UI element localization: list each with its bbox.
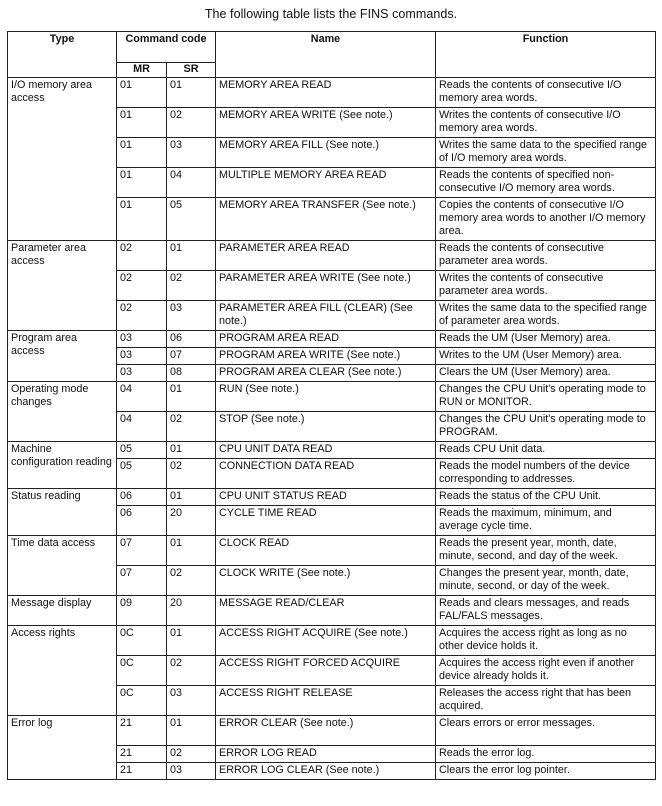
- cell-name: MESSAGE READ/CLEAR: [216, 596, 436, 626]
- header-mr: MR: [117, 63, 167, 78]
- cell-type: Program area access: [8, 331, 117, 382]
- cell-type: Machine configuration reading: [8, 442, 117, 489]
- cell-name: PARAMETER AREA WRITE (See note.): [216, 271, 436, 301]
- cell-name: PARAMETER AREA FILL (CLEAR) (See note.): [216, 301, 436, 331]
- cell-function: Clears errors or error messages.: [436, 716, 656, 746]
- cell-mr: 21: [117, 763, 167, 780]
- cell-type: Parameter area access: [8, 241, 117, 331]
- table-row: [8, 78, 656, 108]
- cell-function: Writes to the UM (User Memory) area.: [436, 348, 656, 365]
- cell-sr: 01: [167, 442, 216, 459]
- table-row: [8, 716, 656, 746]
- cell-function: Reads the maximum, minimum, and average cycle time.: [436, 506, 656, 536]
- cell-mr: 01: [117, 168, 167, 198]
- cell-name: PROGRAM AREA READ: [216, 331, 436, 348]
- cell-mr: 02: [117, 241, 167, 271]
- cell-mr: 05: [117, 442, 167, 459]
- table-row: [8, 596, 656, 626]
- cell-function: Reads the present year, month, date, minute, second, and day of the week.: [436, 536, 656, 566]
- cell-name: CONNECTION DATA READ: [216, 459, 436, 489]
- cell-sr: 01: [167, 489, 216, 506]
- cell-function: Reads the UM (User Memory) area.: [436, 331, 656, 348]
- cell-type: Time data access: [8, 536, 117, 596]
- cell-mr: 02: [117, 301, 167, 331]
- cell-function: Reads the error log.: [436, 746, 656, 763]
- cell-mr: 21: [117, 746, 167, 763]
- cell-type: I/O memory area access: [8, 78, 117, 241]
- table-row: [8, 442, 656, 459]
- cell-mr: 06: [117, 506, 167, 536]
- cell-function: Reads the contents of consecutive I/O memory area words.: [436, 78, 656, 108]
- cell-function: Releases the access right that has been acquired.: [436, 686, 656, 716]
- cell-function: Acquires the access right as long as no other device holds it.: [436, 626, 656, 656]
- cell-mr: 03: [117, 365, 167, 382]
- cell-name: ERROR CLEAR (See note.): [216, 716, 436, 746]
- cell-sr: 02: [167, 656, 216, 686]
- cell-type: Access rights: [8, 626, 117, 716]
- cell-function: Reads CPU Unit data.: [436, 442, 656, 459]
- table-body: [8, 78, 656, 780]
- cell-function: Reads and clears messages, and reads FAL/FALS messages.: [436, 596, 656, 626]
- cell-name: ERROR LOG READ: [216, 746, 436, 763]
- cell-function: Clears the UM (User Memory) area.: [436, 365, 656, 382]
- cell-name: MULTIPLE MEMORY AREA READ: [216, 168, 436, 198]
- cell-name: CPU UNIT DATA READ: [216, 442, 436, 459]
- cell-name: RUN (See note.): [216, 382, 436, 412]
- cell-name: ACCESS RIGHT ACQUIRE (See note.): [216, 626, 436, 656]
- cell-sr: 02: [167, 271, 216, 301]
- table-row: [8, 241, 656, 271]
- cell-sr: 01: [167, 716, 216, 746]
- cell-mr: 09: [117, 596, 167, 626]
- cell-name: CLOCK WRITE (See note.): [216, 566, 436, 596]
- cell-mr: 01: [117, 138, 167, 168]
- header-type: Type: [8, 32, 117, 78]
- table-row: [8, 382, 656, 412]
- table-row: [8, 536, 656, 566]
- cell-sr: 03: [167, 686, 216, 716]
- cell-mr: 01: [117, 198, 167, 241]
- cell-function: Writes the same data to the specified range of I/O memory area words.: [436, 138, 656, 168]
- cell-type: Status reading: [8, 489, 117, 536]
- cell-mr: 05: [117, 459, 167, 489]
- cell-sr: 08: [167, 365, 216, 382]
- cell-function: Writes the contents of consecutive parameter area words.: [436, 271, 656, 301]
- cell-mr: 04: [117, 382, 167, 412]
- cell-name: MEMORY AREA READ: [216, 78, 436, 108]
- cell-type: Operating mode changes: [8, 382, 117, 442]
- cell-sr: 07: [167, 348, 216, 365]
- cell-sr: 02: [167, 412, 216, 442]
- cell-sr: 01: [167, 626, 216, 656]
- cell-sr: 01: [167, 78, 216, 108]
- cell-sr: 04: [167, 168, 216, 198]
- cell-function: Acquires the access right even if another device already holds it.: [436, 656, 656, 686]
- cell-mr: 02: [117, 271, 167, 301]
- table-row: [8, 626, 656, 656]
- header-command-code: Command code: [117, 32, 216, 63]
- cell-function: Changes the CPU Unit's operating mode to RUN or MONITOR.: [436, 382, 656, 412]
- header-sr: SR: [167, 63, 216, 78]
- cell-sr: 03: [167, 301, 216, 331]
- cell-name: PROGRAM AREA WRITE (See note.): [216, 348, 436, 365]
- table-caption: The following table lists the FINS commands.: [204, 7, 458, 21]
- cell-name: MEMORY AREA TRANSFER (See note.): [216, 198, 436, 241]
- cell-sr: 06: [167, 331, 216, 348]
- cell-mr: 04: [117, 412, 167, 442]
- cell-sr: 01: [167, 241, 216, 271]
- cell-mr: 06: [117, 489, 167, 506]
- cell-name: MEMORY AREA FILL (See note.): [216, 138, 436, 168]
- cell-sr: 03: [167, 138, 216, 168]
- cell-name: PROGRAM AREA CLEAR (See note.): [216, 365, 436, 382]
- cell-sr: 03: [167, 763, 216, 780]
- cell-type: Error log: [8, 716, 117, 780]
- cell-mr: 07: [117, 536, 167, 566]
- cell-name: MEMORY AREA WRITE (See note.): [216, 108, 436, 138]
- cell-mr: 03: [117, 331, 167, 348]
- fins-command-table: [7, 31, 656, 780]
- cell-sr: 01: [167, 382, 216, 412]
- cell-type: Message display: [8, 596, 117, 626]
- cell-mr: 07: [117, 566, 167, 596]
- cell-sr: 05: [167, 198, 216, 241]
- header-name: Name: [216, 32, 436, 78]
- cell-function: Clears the error log pointer.: [436, 763, 656, 780]
- cell-mr: 01: [117, 108, 167, 138]
- header-function: Function: [436, 32, 656, 78]
- cell-name: PARAMETER AREA READ: [216, 241, 436, 271]
- cell-function: Writes the same data to the specified range of parameter area words.: [436, 301, 656, 331]
- cell-mr: 0C: [117, 656, 167, 686]
- cell-sr: 02: [167, 746, 216, 763]
- cell-sr: 01: [167, 536, 216, 566]
- cell-function: Changes the present year, month, date, minute, second, or day of the week.: [436, 566, 656, 596]
- cell-function: Writes the contents of consecutive I/O memory area words.: [436, 108, 656, 138]
- cell-function: Reads the status of the CPU Unit.: [436, 489, 656, 506]
- cell-name: STOP (See note.): [216, 412, 436, 442]
- cell-name: ERROR LOG CLEAR (See note.): [216, 763, 436, 780]
- cell-name: ACCESS RIGHT RELEASE: [216, 686, 436, 716]
- cell-function: Reads the model numbers of the device corresponding to addresses.: [436, 459, 656, 489]
- table-row: [8, 489, 656, 506]
- cell-sr: 02: [167, 459, 216, 489]
- cell-name: ACCESS RIGHT FORCED ACQUIRE: [216, 656, 436, 686]
- cell-function: Changes the CPU Unit's operating mode to PROGRAM.: [436, 412, 656, 442]
- cell-mr: 21: [117, 716, 167, 746]
- cell-name: CPU UNIT STATUS READ: [216, 489, 436, 506]
- cell-function: Reads the contents of consecutive parameter area words.: [436, 241, 656, 271]
- cell-function: Reads the contents of specified non-consecutive I/O memory area words.: [436, 168, 656, 198]
- table-row: [8, 331, 656, 348]
- cell-sr: 02: [167, 108, 216, 138]
- cell-name: CLOCK READ: [216, 536, 436, 566]
- cell-function: Copies the contents of consecutive I/O memory area words to another I/O memory area.: [436, 198, 656, 241]
- cell-mr: 01: [117, 78, 167, 108]
- cell-name: CYCLE TIME READ: [216, 506, 436, 536]
- cell-sr: 20: [167, 506, 216, 536]
- cell-sr: 02: [167, 566, 216, 596]
- cell-mr: 03: [117, 348, 167, 365]
- cell-mr: 0C: [117, 626, 167, 656]
- cell-mr: 0C: [117, 686, 167, 716]
- cell-sr: 20: [167, 596, 216, 626]
